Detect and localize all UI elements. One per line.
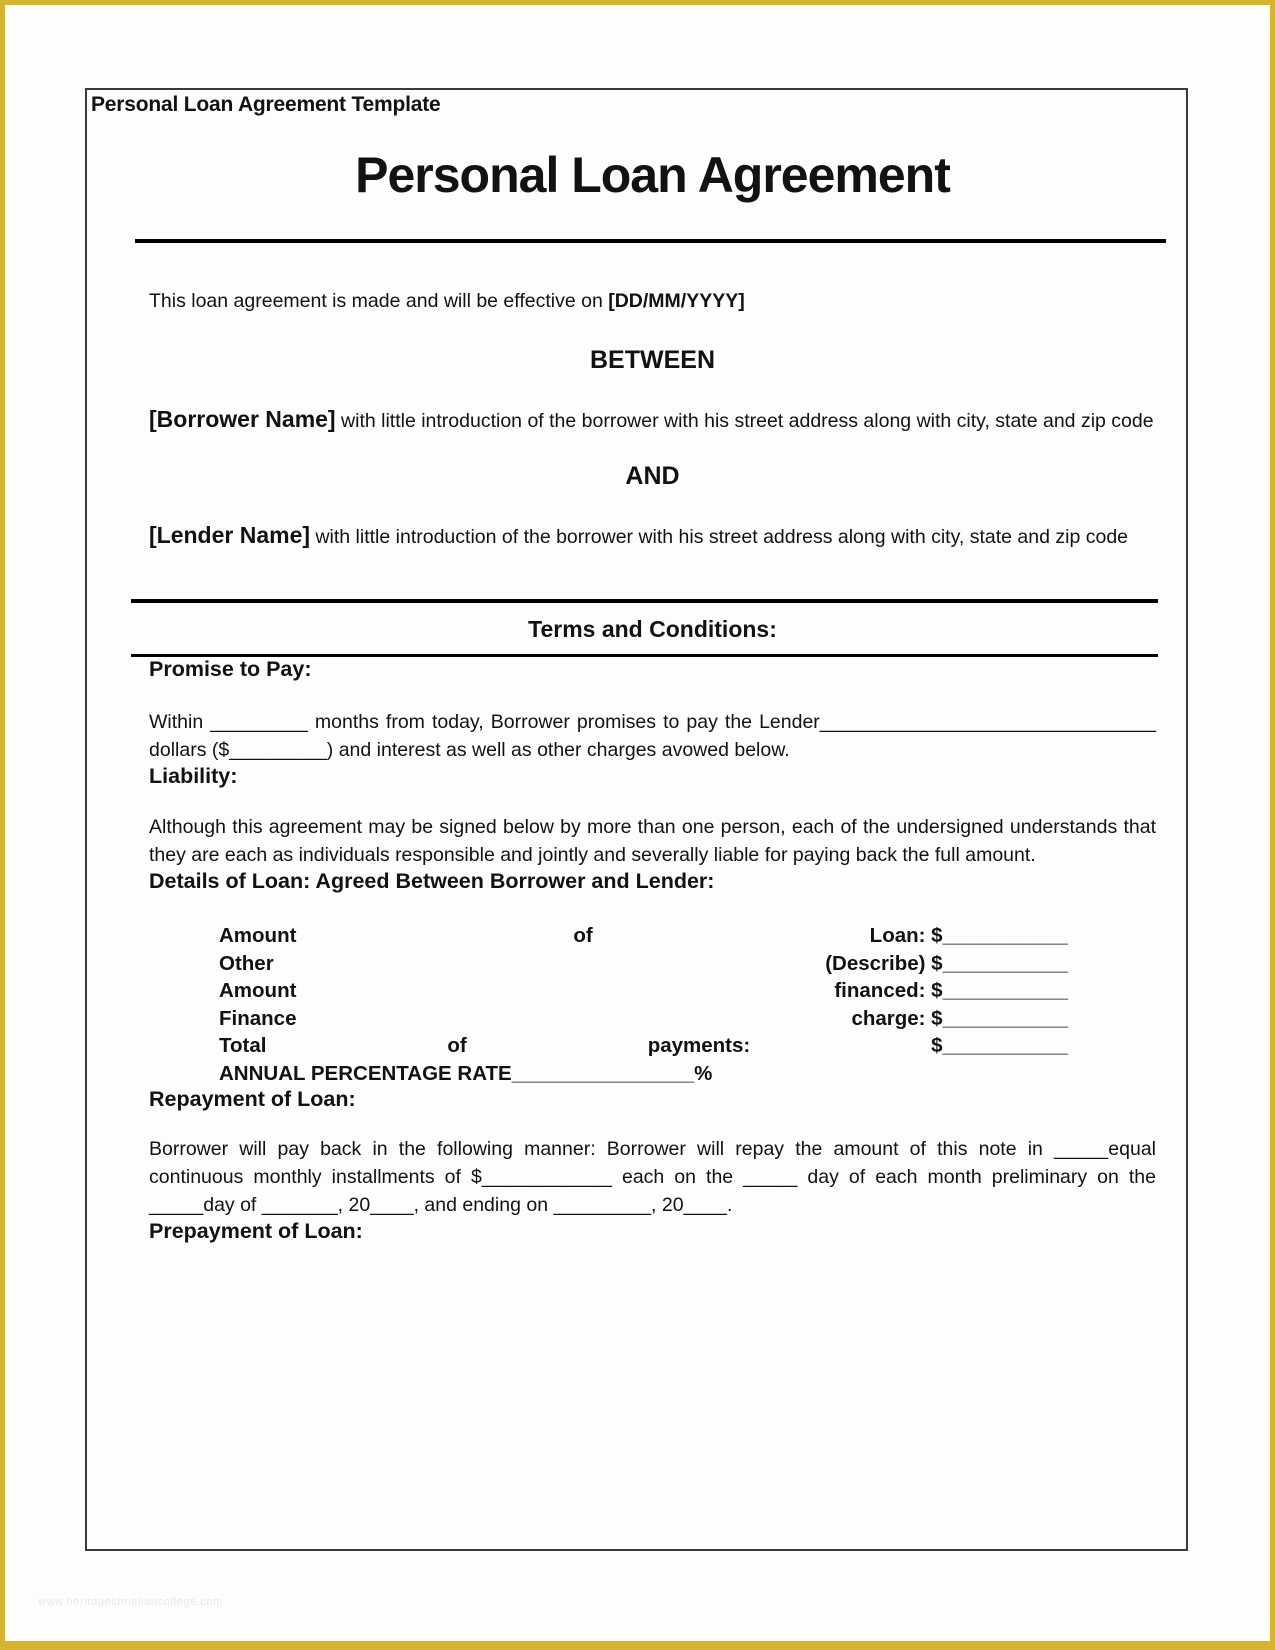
- promise-to-pay-heading: Promise to Pay:: [149, 657, 312, 681]
- repayment-body: Borrower will pay back in the following manner: Borrower will repay the amount of this note in _____equal continuous monthly installments of $____________ each on the _____ day of each month preliminary on the _____day of _______, 20____, and ending on _________, 20____.: [149, 1138, 1156, 1216]
- page-border-bottom: [0, 1641, 1275, 1650]
- effective-date-line: [149, 287, 1156, 315]
- between-label: BETWEEN: [590, 346, 715, 374]
- title-divider: [135, 239, 1166, 243]
- borrower-name-placeholder: [Borrower Name]: [149, 406, 336, 432]
- document-content: [87, 147, 1186, 1244]
- loan-detail-line-other-describe: [219, 950, 1068, 978]
- detail-word: Total: [219, 1034, 267, 1057]
- detail-word: payments:: [647, 1034, 751, 1057]
- lender-description: with little introduction of the borrower with his street address along with city, state and zip code: [310, 526, 1129, 548]
- document-title: Personal Loan Agreement: [355, 147, 950, 203]
- detail-blank-field: $___________: [931, 1034, 1068, 1057]
- date-placeholder: [DD/MM/YYYY]: [608, 290, 745, 312]
- borrower-intro: [149, 405, 1156, 435]
- borrower-description: with little introduction of the borrower with his street address along with city, state and zip code: [335, 410, 1154, 432]
- annual-percentage-rate-line: ANNUAL PERCENTAGE RATE________________%: [219, 1061, 713, 1085]
- loan-detail-line-amount-of-loan: [219, 922, 1068, 950]
- page-border-left: [0, 0, 5, 1650]
- watermark: www.heritagechristiancollege.com: [38, 1596, 223, 1608]
- detail-blank-field: financed: $___________: [834, 979, 1068, 1002]
- template-label: Personal Loan Agreement Template: [91, 93, 441, 116]
- liability-heading: Liability:: [149, 764, 238, 788]
- loan-details-block: [219, 922, 1068, 1087]
- promise-to-pay-body: Within _________ months from today, Borrower promises to pay the Lender_______________________________ dollars ($_________) and interest as well as other charges avowed below.: [149, 711, 1156, 761]
- and-label: AND: [625, 462, 680, 490]
- terms-divider-top: [131, 599, 1158, 603]
- loan-detail-line-amount-financed: [219, 977, 1068, 1005]
- page-border-right: [1270, 0, 1275, 1650]
- page-border-top: [0, 0, 1275, 5]
- detail-blank-field: Loan: $___________: [869, 924, 1068, 947]
- detail-word: Amount: [219, 924, 297, 947]
- terms-heading: Terms and Conditions:: [528, 616, 777, 642]
- effective-date-text: This loan agreement is made and will be effective on: [149, 290, 609, 312]
- loan-details-heading: Details of Loan: Agreed Between Borrower and Lender:: [149, 869, 715, 893]
- detail-word: Other: [219, 951, 274, 975]
- detail-word: Finance: [219, 1006, 297, 1030]
- detail-blank-field: charge: $___________: [851, 1006, 1068, 1030]
- loan-detail-line-total-of-payments: [219, 1032, 1068, 1060]
- detail-blank-field: (Describe) $___________: [825, 951, 1068, 975]
- lender-intro: [149, 521, 1156, 551]
- document-page: [85, 88, 1188, 1551]
- loan-detail-line-finance-charge: [219, 1005, 1068, 1033]
- lender-name-placeholder: [Lender Name]: [149, 522, 311, 548]
- prepayment-heading: Prepayment of Loan:: [149, 1219, 363, 1243]
- detail-word: of: [573, 924, 593, 947]
- liability-body: Although this agreement may be signed below by more than one person, each of the undersigned understands that they are each as individuals responsible and jointly and severally liable for paying back the full amount.: [149, 816, 1156, 866]
- detail-word: Amount: [219, 979, 297, 1002]
- repayment-heading: Repayment of Loan:: [149, 1087, 356, 1111]
- detail-word: of: [447, 1034, 467, 1057]
